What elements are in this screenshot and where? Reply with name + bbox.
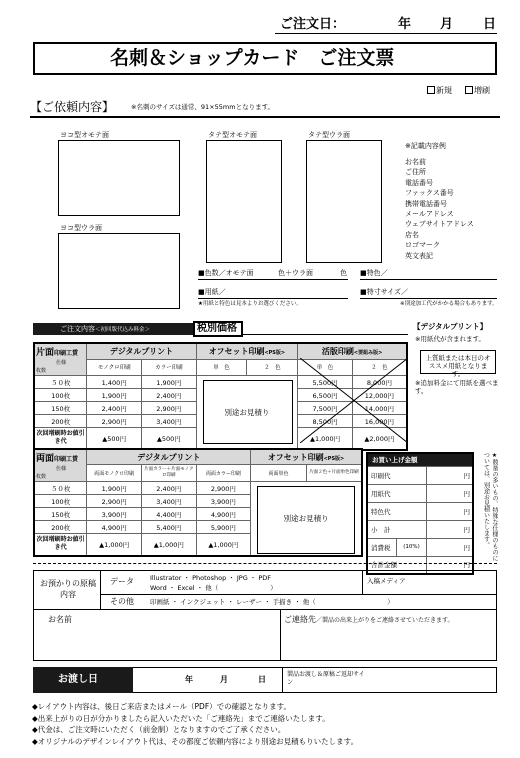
customer-name-label[interactable]: お名前 (48, 615, 72, 624)
delivery-label: お渡し日 (58, 674, 98, 685)
order-date-year: 年 (398, 17, 412, 32)
price-cell: 2,900円 (87, 495, 142, 508)
discount-cell: ▲1,000円 (87, 534, 142, 556)
section-divider (33, 563, 497, 564)
yoko-back-label: ヨコ型ウラ面 (60, 224, 102, 232)
order-heading-text: ご注文内容 (60, 325, 95, 333)
double-spec: 仕様 (56, 466, 67, 472)
price-cell: 2,400円 (87, 402, 142, 415)
single-repeat-label: 次回増刷時お値引き代 (34, 428, 87, 450)
example-item: 店名 (405, 230, 419, 239)
colors-end: 色 (340, 269, 347, 277)
col-double-offset-1: 両面単色 (251, 465, 307, 482)
double-offset-header (251, 449, 362, 465)
option-new-label: 新規 (436, 86, 452, 95)
row-qty: 200枚 (34, 521, 87, 534)
single-letterpress-sub: <要組み版> (353, 349, 383, 356)
delivery-year: 年 (185, 675, 193, 684)
option-new[interactable] (427, 86, 452, 95)
example-item: 英文表記 (405, 251, 433, 260)
manuscript-row-divider (100, 594, 497, 595)
manuscript-label: お預かりの原稿内容 (40, 579, 96, 599)
delivery-divider (282, 667, 283, 693)
letterpress-cross (300, 358, 408, 443)
purchase-value[interactable]: 円 (426, 502, 473, 520)
single-count: 枚数 (36, 368, 47, 374)
col-color: カラー印刷 (142, 359, 197, 375)
col-offset-2: ２ 色 (247, 359, 298, 375)
delivery-month: 月 (220, 675, 228, 684)
single-corner (34, 343, 87, 376)
purchase-value[interactable]: 円 (426, 520, 473, 538)
special-paper-label: ■特寸サイズ／ (360, 288, 409, 296)
page-title: 名刺＆ショップカード ご注文票 (110, 47, 395, 69)
digital-note2-text: ※追加料金にて用紙を選べます。 (415, 379, 499, 395)
delivery-day: 日 (258, 675, 266, 684)
double-corner (34, 449, 87, 482)
double-label: 両面 (36, 454, 55, 464)
media-divider (362, 570, 363, 594)
footer-note: ◆レイアウト内容は、後日ご来店またはメール（PDF）での確認となります。 (32, 702, 292, 711)
request-note1: ★用紙と特色は見本よりお選びください。 (198, 301, 302, 307)
yoko-back-box[interactable] (58, 233, 180, 309)
manuscript-other-items[interactable]: 印画紙 ・ インクジェット ・ レーザー ・ 手描き ・ 他（ ） (150, 598, 394, 606)
row-qty: 100枚 (34, 389, 87, 402)
price-cell: 1,900円 (87, 389, 142, 402)
checkbox-reprint[interactable] (465, 86, 473, 94)
double-offset-sub: <PS版> (323, 455, 345, 462)
digital-note-box-text: 上質紙または本日のオススメ用紙となります。 (425, 354, 491, 378)
request-note2: ※別途加工代がかかる場合もあります。 (400, 301, 498, 307)
checkbox-new[interactable] (427, 86, 435, 94)
examples-list (405, 157, 474, 261)
col-lp-2: ２ 色 (352, 359, 407, 375)
row-qty: 150枚 (34, 508, 87, 521)
manuscript-data-items2[interactable]: Word ・ Excel ・ 他（ ） (150, 584, 277, 592)
delivery-confirm: 製品お渡し＆原稿ご返却サイン (287, 671, 365, 686)
single-sub: 印刷工賃 (54, 350, 79, 357)
price-cell: 7,500円 (298, 402, 353, 415)
manuscript-data-label: データ (110, 577, 134, 586)
purchase-value[interactable]: 円 (426, 538, 473, 556)
single-offset-text: オフセット印刷 (208, 346, 265, 356)
colors-line[interactable] (198, 279, 348, 280)
price-cell: 5,500円 (298, 376, 353, 389)
special-color-line[interactable] (360, 279, 497, 280)
option-reprint-label: 増刷 (474, 86, 490, 95)
double-offset-text: オフセット印刷 (267, 452, 324, 462)
tate-back-box[interactable] (306, 140, 382, 263)
price-cell: 1,900円 (87, 482, 142, 495)
example-item: ロゴマーク (405, 241, 440, 250)
double-offset-estimate-cell (251, 482, 362, 556)
tate-back-label: タテ型ウラ面 (308, 131, 350, 139)
manuscript-other-label: その他 (110, 597, 134, 606)
manuscript-data-items[interactable]: Illustrator ・ Photoshop ・ JPG ・ PDF (150, 574, 272, 582)
price-cell: 1,900円 (142, 376, 197, 389)
row-qty: 200枚 (34, 415, 87, 428)
customer-contact[interactable] (284, 616, 454, 624)
option-reprint[interactable] (465, 86, 490, 95)
single-label: 片面 (36, 348, 55, 358)
discount-cell: ▲1,000円 (196, 534, 251, 556)
double-sub: 印刷工賃 (54, 456, 79, 463)
price-cell: 12,000円 (352, 389, 407, 402)
footer-note: ◆オリジナルのデザインレイアウト代は、その都度ご依頼内容により別途お見積もりいたします。 (32, 736, 358, 746)
price-cell: 2,400円 (142, 482, 197, 495)
double-count: 枚数 (36, 474, 47, 480)
col-double-color: 両面カラー印刷 (196, 465, 251, 482)
digital-note-title: 【デジタルプリント】 (413, 322, 488, 331)
order-date-line (275, 33, 497, 34)
purchase-label: 印刷代 (367, 466, 426, 484)
single-offset-header (196, 343, 298, 359)
purchase-sub: (10%) (397, 538, 427, 556)
footer-notes (32, 701, 358, 747)
discount-cell: ▲1,000円 (298, 428, 353, 450)
media-label: 入稿メディア (367, 577, 406, 585)
tate-front-box[interactable] (206, 140, 282, 263)
colors-label: ■色数／オモテ面 (198, 269, 254, 277)
price-cell: 8,500円 (298, 415, 353, 428)
double-digital-header: デジタルプリント (87, 449, 251, 465)
example-item: ご住所 (405, 168, 426, 177)
order-date-month: 月 (440, 17, 454, 32)
price-cell: 2,400円 (142, 389, 197, 402)
price-label: 税別価格 (197, 323, 237, 334)
colors-mid: 色＋ウラ面 (278, 269, 313, 277)
digital-note-box (420, 350, 496, 378)
footer-note: ◆代金は、ご注文時にいただく（前金制）となりますのでご了承ください。 (32, 725, 286, 734)
single-digital-header: デジタルプリント (87, 343, 196, 359)
order-heading (60, 326, 150, 334)
col-double-mixed: 片面カラー＋片面モノクロ印刷 (142, 465, 197, 482)
order-date-day: 日 (483, 17, 497, 32)
example-item: ウェブサイトアドレス (405, 220, 474, 229)
purchase-value[interactable]: 円 (426, 466, 473, 484)
purchase-label: 小 計 (367, 520, 426, 538)
example-item: 携帯電話番号 (405, 199, 447, 208)
footer-note: ◆出来上がりの日が分かりましたら記入いただいた「ご連絡先」までご連絡いたします。 (32, 713, 330, 723)
purchase-label: 合計金額 (367, 556, 426, 574)
row-qty: ５０枚 (34, 376, 87, 389)
single-letterpress-header (298, 343, 407, 359)
price-cell: 8,000円 (352, 376, 407, 389)
request-heading: 【ご依頼内容】 (30, 100, 115, 114)
example-item: メールアドレス (405, 210, 454, 219)
manuscript-divider (100, 570, 101, 610)
yoko-front-box[interactable] (58, 140, 180, 216)
single-spec: 仕様 (56, 360, 67, 366)
customer-contact-note: ／製品の出来上がりをご連絡させていただきます。 (316, 617, 454, 624)
digital-note1: ※用紙代が含まれます。 (415, 335, 485, 343)
purchase-side-note: ★数量の多いもの、特殊な仕様のものについては、別途お見積いたします。 (482, 452, 498, 561)
discount-cell: ▲2,000円 (352, 428, 407, 450)
price-cell: 16,000円 (352, 415, 407, 428)
single-offset-sub: <PS版> (264, 349, 286, 356)
customer-contact-label: ご連絡先 (284, 615, 316, 624)
purchase-label: 用紙代 (367, 484, 426, 502)
price-cell: 5,400円 (142, 521, 197, 534)
request-underline (30, 116, 500, 118)
paper-label: ■用紙／ (198, 288, 226, 296)
price-cell: 2,900円 (87, 415, 142, 428)
order-heading-sub: ＜初回版代込み料金＞ (95, 327, 151, 333)
customer-divider (280, 610, 281, 661)
purchase-value[interactable]: 円 (426, 484, 473, 502)
row-qty: 150枚 (34, 402, 87, 415)
single-letterpress-text: 活版印刷 (321, 346, 354, 356)
price-cell: 4,900円 (87, 521, 142, 534)
digital-note2 (415, 379, 500, 395)
col-offset-1: 単 色 (196, 359, 247, 375)
price-cell: 6,500円 (298, 389, 353, 402)
request-note: ※名刺のサイズは通常、91×55mmとなります。 (131, 103, 275, 111)
special-color-label: ■特色／ (360, 269, 388, 277)
price-cell: 14,000円 (352, 402, 407, 415)
special-paper-line[interactable] (360, 298, 497, 299)
purchase-value[interactable]: 円 (426, 556, 473, 574)
price-cell: 5,900円 (196, 521, 251, 534)
order-rule (243, 334, 408, 335)
col-double-offset-2: 片面２色＋片面単色印刷 (306, 465, 362, 482)
example-item: ファックス番号 (405, 189, 454, 198)
discount-cell: ▲500円 (142, 428, 197, 450)
price-cell: 2,900円 (196, 482, 251, 495)
single-offset-estimate: 別途お見積り (224, 407, 270, 417)
example-item: 電話番号 (405, 178, 433, 187)
price-cell: 4,400円 (142, 508, 197, 521)
price-cell: 1,400円 (87, 376, 142, 389)
purchase-label: 特色代 (367, 502, 426, 520)
tate-front-label: タテ型オモテ面 (208, 131, 257, 139)
discount-cell: ▲500円 (87, 428, 142, 450)
col-double-mono: 両面モノクロ印刷 (87, 465, 142, 482)
price-cell: 3,900円 (196, 495, 251, 508)
price-cell: 3,400円 (142, 415, 197, 428)
examples-title: ※記載内容例 (405, 142, 446, 150)
purchase-title: お買い上げ金額 (367, 453, 473, 466)
row-qty: ５０枚 (34, 482, 87, 495)
purchase-label: 消費税 (367, 538, 397, 556)
example-item: お名前 (405, 158, 426, 166)
order-date-label: ご注文日： (280, 17, 346, 32)
col-lp-1: 単 色 (298, 359, 353, 375)
yoko-front-label: ヨコ型オモテ面 (60, 131, 109, 139)
double-repeat-label: 次回増刷時お値引き代 (34, 534, 87, 556)
row-qty: 100枚 (34, 495, 87, 508)
discount-cell: ▲1,000円 (142, 534, 197, 556)
purchase-table (366, 452, 474, 575)
price-cell: 2,900円 (142, 402, 197, 415)
single-offset-estimate-cell (196, 376, 298, 450)
price-cell: 4,900円 (196, 508, 251, 521)
double-offset-estimate: 別途お見積り (283, 513, 329, 523)
double-sided-table (33, 448, 363, 557)
price-cell: 3,400円 (142, 495, 197, 508)
paper-line[interactable] (198, 298, 348, 299)
price-cell: 3,900円 (87, 508, 142, 521)
col-mono: モノクロ印刷 (87, 359, 142, 375)
